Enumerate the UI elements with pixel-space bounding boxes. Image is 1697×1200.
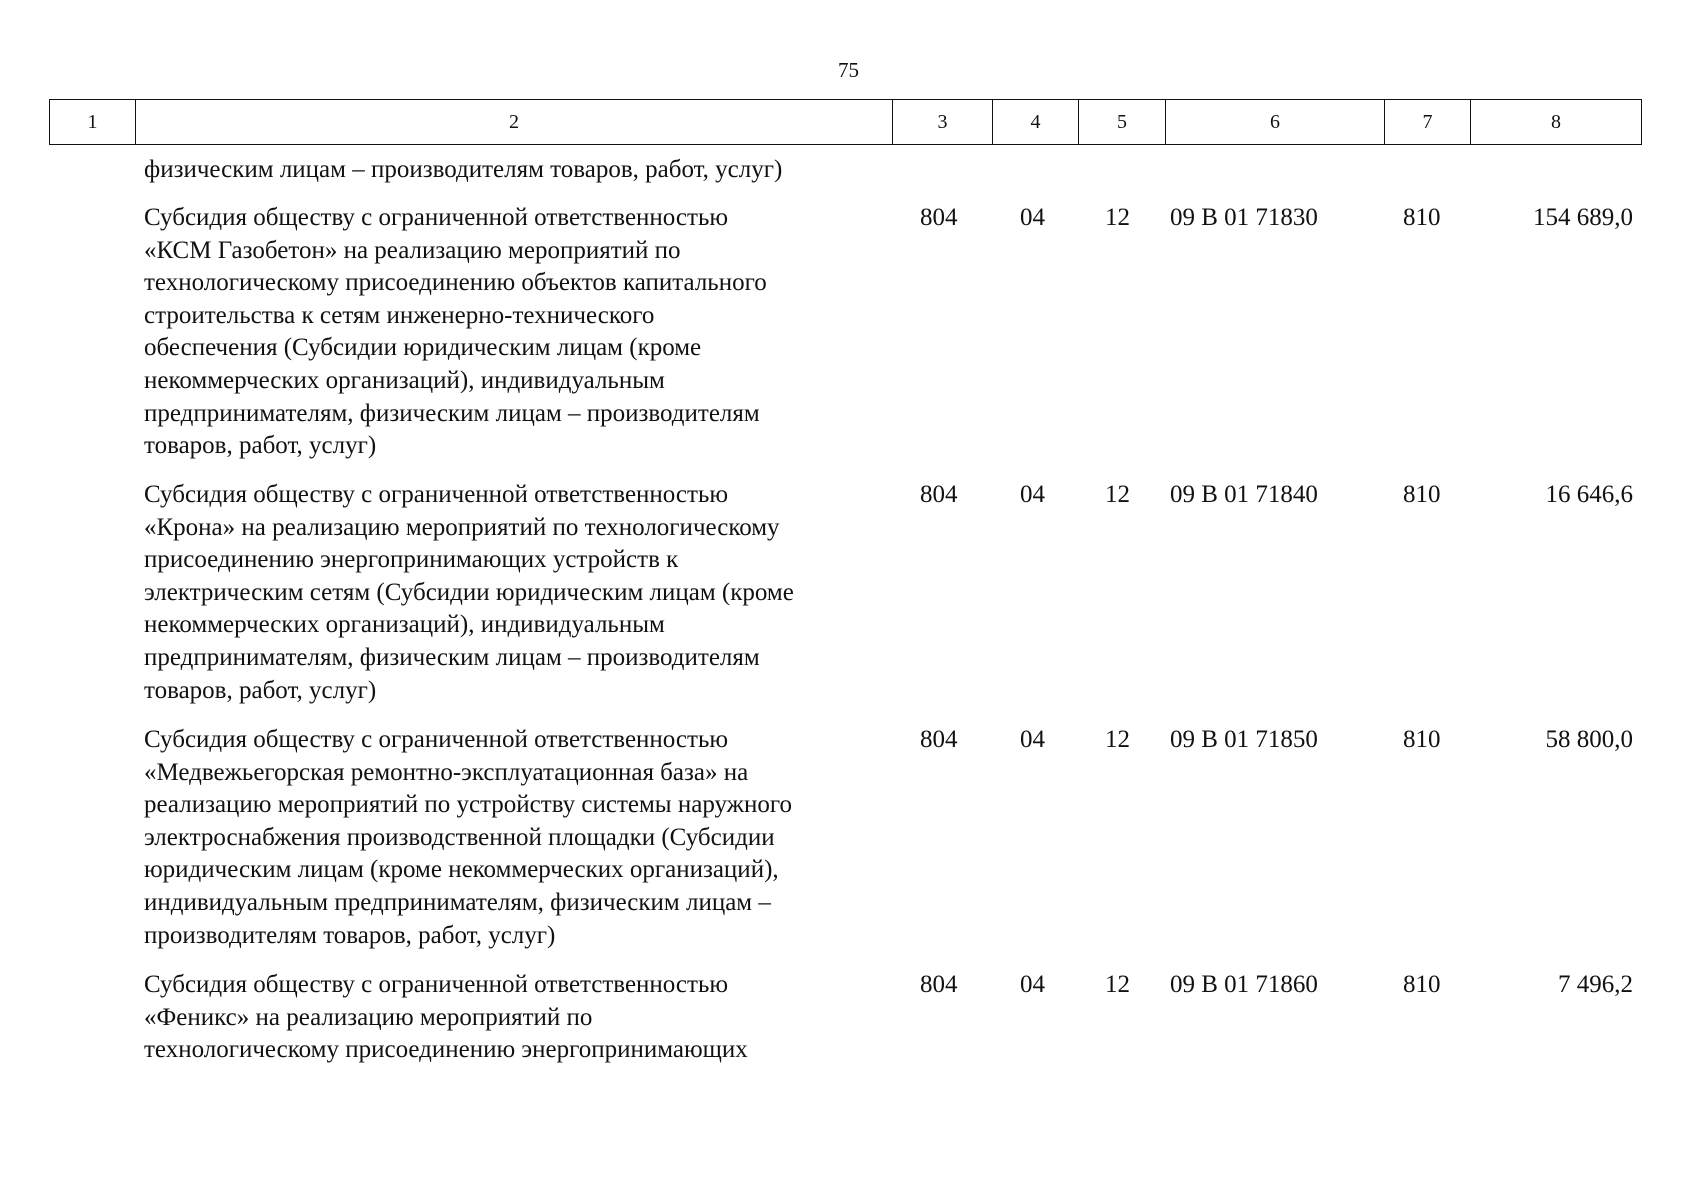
subsection-code: 12 [1105,726,1130,753]
text-line: технологическому присоединению энергопринимающих [144,1036,748,1064]
page-number: 75 [838,58,859,82]
text-line: строительства к сетям инженерно-технического [144,301,655,329]
target-article-code: 09 В 01 71850 [1170,726,1318,753]
expense-type-code: 810 [1403,481,1441,508]
text-line: реализацию мероприятий по устройству системы наружного [144,791,792,819]
column-header-3: 3 [893,100,993,145]
text-line: некоммерческих организаций), индивидуальным [144,366,665,394]
amount: 154 689,0 [1533,204,1633,231]
text-line: товаров, работ, услуг) [144,432,377,460]
subsection-code: 12 [1105,971,1130,998]
expense-type-code: 810 [1403,204,1441,231]
amount: 7 496,2 [1558,971,1633,998]
row-description [144,202,889,463]
section-code: 04 [1020,481,1045,508]
text-line: «КСМ Газобетон» на реализацию мероприятий по [144,236,681,264]
text-line: Субсидия обществу с ограниченной ответственностью [144,971,729,998]
amount: 16 646,6 [1545,481,1633,508]
text-line: индивидуальным предпринимателям, физическим лицам – [144,888,771,916]
text-line: технологическому присоединению объектов капитального [144,269,767,297]
text-line: присоединению энергопринимающих устройств к [144,546,679,574]
text-line: Субсидия обществу с ограниченной ответственностью [144,204,729,231]
subsection-code: 12 [1105,204,1130,231]
ministry-code: 804 [920,204,958,231]
row-description [144,969,889,1067]
ministry-code: 804 [920,726,958,753]
target-article-code: 09 В 01 71840 [1170,481,1318,508]
text-line: электрическим сетям (Субсидии юридическим лицам (кроме [144,578,794,606]
column-header-4: 4 [993,100,1079,145]
text-line: товаров, работ, услуг) [144,676,377,704]
text-line: предпринимателям, физическим лицам – производителям [144,643,760,671]
column-header-7: 7 [1385,100,1471,145]
text-line: электроснабжения производственной площадки (Субсидии [144,823,775,851]
text-line: производителям товаров, работ, услуг) [144,921,556,949]
column-header-8: 8 [1471,100,1642,145]
section-code: 04 [1020,204,1045,231]
column-header-1: 1 [50,100,136,145]
ministry-code: 804 [920,971,958,998]
text-line: обеспечения (Субсидии юридическим лицам (кроме [144,334,702,362]
expense-type-code: 810 [1403,971,1441,998]
text-line: Субсидия обществу с ограниченной ответственностью [144,481,729,508]
text-line: Субсидия обществу с ограниченной ответственностью [144,726,729,753]
section-code: 04 [1020,726,1045,753]
column-header-6: 6 [1166,100,1385,145]
text-line: некоммерческих организаций), индивидуальным [144,611,665,639]
continuation-text [144,154,889,187]
text-line: «Феникс» на реализацию мероприятий по [144,1003,593,1031]
text-line: «Медвежьегорская ремонтно-эксплуатационная база» на [144,758,749,786]
amount: 58 800,0 [1545,726,1633,753]
ministry-code: 804 [920,481,958,508]
expense-type-code: 810 [1403,726,1441,753]
section-code: 04 [1020,971,1045,998]
target-article-code: 09 В 01 71860 [1170,971,1318,998]
target-article-code: 09 В 01 71830 [1170,204,1318,231]
text-line: предпринимателям, физическим лицам – производителям [144,399,760,427]
text-line: физическим лицам – производителям товаров, работ, услуг) [144,156,783,183]
row-description [144,724,889,952]
text-line: юридическим лицам (кроме некоммерческих организаций), [144,856,779,884]
column-header-5: 5 [1079,100,1166,145]
column-number-header [49,99,1642,145]
subsection-code: 12 [1105,481,1130,508]
column-header-2: 2 [136,100,893,145]
text-line: «Крона» на реализацию мероприятий по технологическому [144,513,780,541]
row-description [144,479,889,707]
